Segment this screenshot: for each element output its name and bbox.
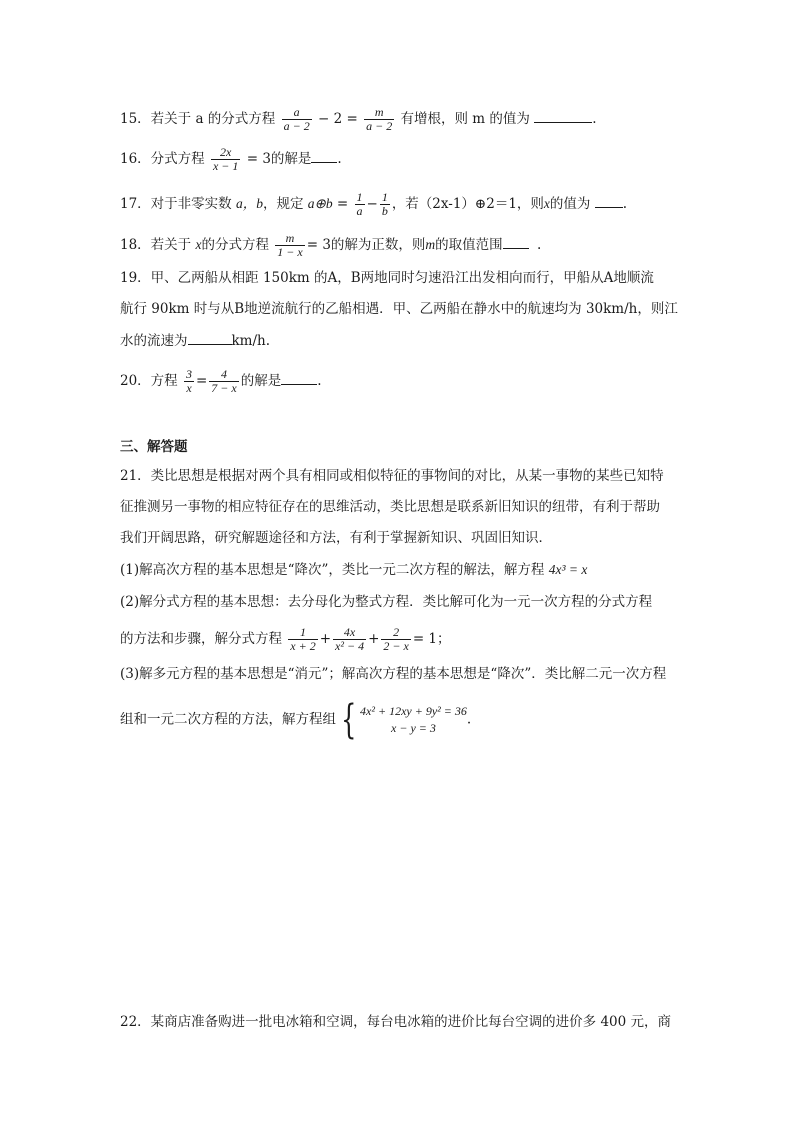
answer-blank (281, 370, 317, 385)
q18-dot: . (536, 237, 542, 253)
question-20 (120, 368, 322, 395)
question-18 (120, 232, 541, 259)
question-19-line-1: 19．甲、乙两船从相距 150km 的A，B两地同时匀速沿江出发相向而行，甲船从A地顺流 (120, 270, 654, 286)
q16-end: . (337, 151, 342, 167)
q20-end: . (317, 373, 322, 389)
q17-x: x (543, 196, 550, 211)
q15-fraction-2: $\frac{m}{a - 2}$ (366, 105, 393, 133)
q17-suffix: 的值为 (549, 196, 591, 212)
q15-suffix: 有增根，则 m 的值为 (400, 111, 530, 127)
q15-fraction-1: $\frac{a}{a - 2}$ (283, 105, 310, 133)
q16-suffix: = 3的解是 (246, 151, 312, 167)
q19-line3-pre: 水的流速为 (120, 333, 188, 349)
q21-p2-plus: + (368, 631, 380, 647)
section-heading: 三、解答题 (120, 439, 188, 455)
answer-blank (188, 330, 232, 345)
q20-fraction-1: $\frac{3}{x}$ (185, 367, 192, 395)
q16-fraction: $\frac{2x}{x - 1}$ (212, 145, 239, 173)
q16-prefix: 16．分式方程 (120, 151, 205, 167)
question-19-line-3 (120, 330, 270, 351)
q20-prefix: 20．方程 (120, 373, 178, 389)
q21-p1-text: (1)解高次方程的基本思想是“降次”，类比一元二次方程的解法，解方程 (120, 562, 545, 578)
question-21-part-1 (120, 560, 587, 580)
q17-vars: a，b (235, 196, 263, 211)
question-22-line-1: 22．某商店准备购进一批电冰箱和空调，每台电冰箱的进价比每台空调的进价多 400 元，商 (120, 1014, 672, 1030)
question-21-part-2-line-2 (120, 626, 451, 653)
q18-fraction: $\frac{m}{1 - x}$ (277, 231, 303, 259)
q21-p2-text: 的方法和步骤，解分式方程 (120, 631, 282, 647)
answer-blank (311, 148, 337, 163)
q21-p1-equation: 4x³ = x (548, 562, 588, 577)
answer-blank (534, 108, 592, 123)
q20-eq: = (195, 373, 208, 389)
q17-end: . (622, 196, 628, 212)
answer-blank (503, 234, 529, 249)
system-equation-2: x − y = 3 (391, 721, 436, 735)
q15-prefix: 15．若关于 a 的分式方程 (120, 111, 276, 127)
question-21-part-3-line-2 (120, 697, 472, 743)
answer-blank (595, 193, 623, 208)
system-brace: { (341, 697, 357, 743)
q21-p2-fraction-1: $\frac{1}{x + 2}$ (290, 625, 316, 653)
q17-fraction-1: $\frac{1}{a}$ (356, 190, 363, 218)
q21-p2-fraction-3: $\frac{2}{2 - x}$ (383, 625, 409, 653)
q17-minus: − (366, 196, 378, 212)
q18-x: x (195, 237, 202, 252)
q20-fraction-2: $\frac{4}{7 - x}$ (211, 367, 237, 395)
q18-prefix: 18．若关于 (120, 237, 192, 253)
question-21-part-3-line-1: (3)解多元方程的基本思想是“消元”；解高次方程的基本思想是“降次”．类比解二元一次方程 (120, 666, 667, 682)
q18-m: m (425, 237, 436, 252)
q18-end: 的取值范围 (435, 237, 503, 253)
q21-p2-plus: + (319, 631, 332, 647)
question-19-line-2: 航行 90km 时与从B地逆流航行的乙船相遇．甲、乙两船在静水中的航速均为 30km/h，则江 (120, 301, 678, 317)
q15-mid: − 2 = (318, 111, 358, 127)
q20-suffix: 的解是 (240, 373, 282, 389)
q17-fraction-2: $\frac{1}{b}$ (381, 190, 388, 218)
q21-p3-text: 组和一元二次方程的方法，解方程组 (120, 711, 336, 728)
question-15 (120, 106, 597, 133)
question-17 (120, 191, 627, 218)
question-21-part-2-line-1: (2)解分式方程的基本思想：去分母化为整式方程．类比解可化为一元一次方程的分式方程 (120, 594, 653, 610)
equation-system (360, 703, 467, 737)
system-equation-1: 4x² + 12xy + 9y² = 36 (360, 704, 467, 718)
q17-operator: a⊕b (307, 196, 333, 211)
q17-mid1: ，规定 (262, 196, 304, 212)
question-21-line-1: 21．类比思想是根据对两个具有相同或相似特征的事物间的对比，从某一事物的某些已知特 (120, 468, 664, 484)
q18-suffix: = 3的解为正数，则 (306, 237, 426, 253)
q21-p2-end: = 1； (412, 631, 451, 647)
question-21-line-3: 我们开阔思路，研究解题途径和方法，有利于掌握新知识、巩固旧知识． (120, 530, 552, 546)
q17-prefix: 17．对于非零实数 (120, 196, 232, 212)
q21-p2-fraction-2: $\frac{4x}{\text{x² − 4}}$ (335, 625, 365, 653)
q19-line3-post: km/h. (231, 333, 271, 349)
q17-eq: = (336, 196, 349, 212)
question-16 (120, 146, 342, 173)
q18-mid: 的分式方程 (201, 237, 269, 253)
question-21-line-2: 征推测另一事物的相应特征存在的思维活动，类比思想是联系新旧知识的纽带，有利于帮助 (120, 499, 660, 515)
q21-p3-end: . (466, 711, 472, 728)
q17-mid2: ，若（2x-1）⊕2＝1，则 (391, 196, 544, 212)
q15-end: . (592, 111, 597, 127)
